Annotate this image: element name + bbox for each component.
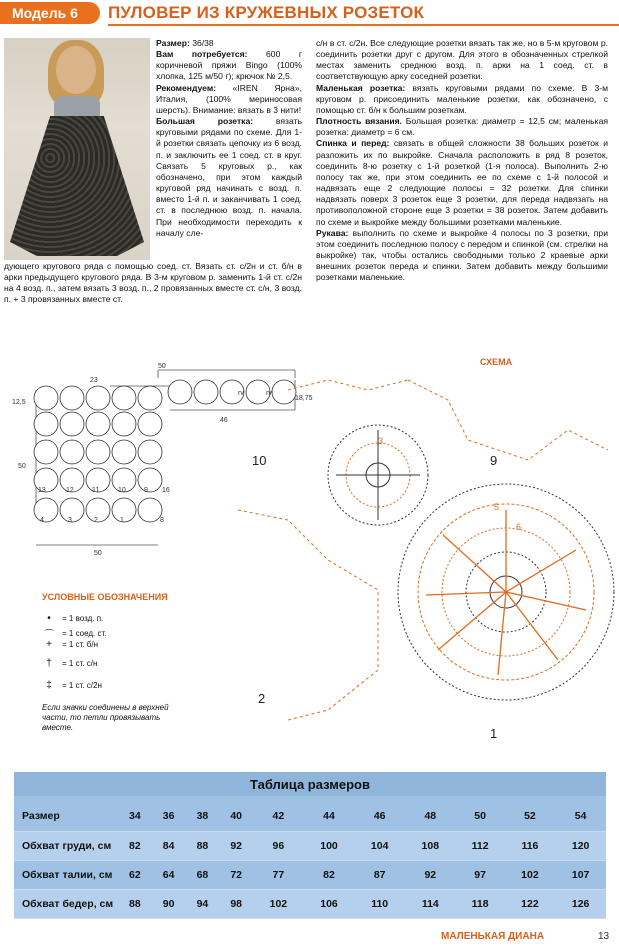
row-label: Обхват бедер, см (14, 889, 118, 918)
para-sleeves: Рукава: выполнить по схеме и выкройке 4 полосы по 3 розетки, при этом соединить последнюю полосу с передом и спинкой (см. стрелки на выкройке) так, чтобы остались свободными только 2 краевые арки внешних розеток переда и спинки. Затем добавить между большими розетками маленькие. (316, 227, 608, 283)
dim-left-top: 12,5 (12, 399, 26, 406)
para-gauge: Плотность вязания. Большая розетка: диаметр = 12,5 см; маленькая розетка: диаметр = 6 см. (316, 116, 608, 138)
table-cell: 114 (405, 889, 456, 918)
stitch-ray (506, 550, 576, 592)
rosette (138, 386, 162, 410)
stitch-ray (438, 592, 506, 650)
num-1: 1 (120, 517, 124, 524)
rosette (60, 498, 84, 522)
page-header (0, 0, 619, 26)
table-cell: 62 (118, 860, 152, 889)
table-cell: 87 (354, 860, 405, 889)
table-cell: 40 (219, 802, 253, 831)
table-cell: 50 (456, 802, 505, 831)
magazine-name: МАЛЕНЬКАЯ ДИАНА (441, 931, 545, 942)
schema-row-5: 5 (494, 502, 500, 512)
row-label: Обхват талии, см (14, 860, 118, 889)
crochet-schema (228, 370, 608, 750)
photo-face (56, 46, 96, 94)
instructions-col-a (156, 38, 302, 239)
num-12: 12 (66, 487, 74, 494)
table-cell: 108 (405, 831, 456, 860)
stitch-ray (498, 592, 506, 675)
rosette (138, 498, 162, 522)
rosette (86, 498, 110, 522)
table-cell: 44 (304, 802, 355, 831)
table-cell: 106 (304, 889, 355, 918)
table-cell: 104 (354, 831, 405, 860)
page-title: ПУЛОВЕР ИЗ КРУЖЕВНЫХ РОЗЕТОК (108, 3, 425, 22)
legend-item: ‡ = 1 ст. с/2н (42, 680, 102, 691)
table-cell: 77 (253, 860, 304, 889)
legend-title: УСЛОВНЫЕ ОБОЗНАЧЕНИЯ (42, 592, 168, 602)
table-cell: 48 (405, 802, 456, 831)
table-cell: 92 (219, 831, 253, 860)
table-cell: 97 (456, 860, 505, 889)
rosette (112, 386, 136, 410)
table-cell: 34 (118, 802, 152, 831)
photo-poncho (10, 116, 144, 256)
table-cell: 100 (304, 831, 355, 860)
rosette (138, 468, 162, 492)
table-cell: 88 (118, 889, 152, 918)
legend-note: Если значки соединены в верхней части, то петли провязывать вместе. (42, 703, 169, 732)
table-cell: 38 (186, 802, 220, 831)
legend-item: † = 1 ст. с/н (42, 658, 97, 669)
para-continue-b: с/н в ст. с/2н. Все следующие розетки вязать так же, но в 5-м круговом р. соединить розетки друг с другом. Для этого в обозначенных стрелкой местах заменить среднюю возд. п. арки на 1 соед. ст. в соответствующую арку соседней розетки. (316, 38, 608, 82)
dim-bottom: 50 (94, 550, 102, 557)
rosette (168, 380, 192, 404)
schema-num-2: 2 (258, 691, 266, 706)
table-cell: 82 (304, 860, 355, 889)
table-cell: 102 (505, 860, 556, 889)
chain-arcs (238, 380, 408, 720)
num-4: 4 (40, 517, 44, 524)
table-cell: 107 (555, 860, 606, 889)
dim-top: 50 (158, 363, 166, 370)
treble-crochet-icon: ‡ (46, 680, 52, 691)
table-cell: 92 (405, 860, 456, 889)
num-16: 16 (162, 487, 170, 494)
row-label: Обхват груди, см (14, 831, 118, 860)
chain-stitch-icon: • (47, 613, 51, 624)
rosette (86, 440, 110, 464)
num-9: 9 (144, 487, 148, 494)
rosette (138, 412, 162, 436)
rosette (112, 440, 136, 464)
instructions-wide (4, 261, 302, 306)
dim-left-mid: 50 (18, 463, 26, 470)
num-10: 10 (118, 487, 126, 494)
table-cell: 116 (505, 831, 556, 860)
single-crochet-icon: + (46, 639, 52, 650)
num-8: 8 (160, 517, 164, 524)
schema-num-1: 1 (490, 726, 498, 741)
header-rule (108, 24, 619, 26)
table-row (14, 802, 606, 831)
size-table-grid (14, 802, 606, 919)
rosette (60, 386, 84, 410)
table-cell: 96 (253, 831, 304, 860)
para-big-rosette: Большая розетка: вязать круговыми рядами по схеме. Для 1-й розетки связать цепочку из 6 возд. п. и заключить ее 1 соед. ст. в круг. Связать 5 круговых р., как обозначено, при этом каждый круговой ряд начинать с возд. п. вместо 1-й п. и заканчивать 1 соед. ст. в последнюю возд. п. начала. При необходимости переходить к началу сле- (156, 116, 302, 238)
table-cell: 52 (505, 802, 556, 831)
table-row (14, 860, 606, 889)
para-materials: Вам потребуется: 600 г коричневой пряжи Bingo (100% хлопка, 125 м/50 г); крючок № 2,5. (156, 49, 303, 82)
rv-1: rv (238, 390, 244, 397)
para-back-front: Спинка и перед: связать в общей сложности 38 больших розеток и разложить их по выкройке. Сначала расположить в ряд 8 розеток, соединить 8-ю розетку с 1-й розеткой (1-я полоса). Выполнить 2-ю полосу так же, при этом соединить ее по схеме с 1-й полосой и надвязать еще 2 следующие полосы = 32 розетки. Для спинки надвязать поверх 3 розеток еще 3 розетки, для переда надвязать на противоположной стороне еще 3 розетки = 38 розеток. Затем добавить по схеме и выкройке между большими розетками маленькие. (316, 138, 609, 227)
para-continued: дующего кругового ряда с помощью соед. ст. Вязать ст. с/2н и ст. б/н в арки предыдущего кругового ряда. В 3-м круговом р. заменить 1-й ст. с/2н на 4 возд. п., затем вязать 3 возд. п., 2 провязанных вместе ст. с/н, 3 возд. п. + 3 провязанных вместе ст. (4, 261, 302, 305)
rosette (34, 440, 58, 464)
schema-label: СХЕМА (480, 357, 513, 367)
table-cell: 68 (186, 860, 220, 889)
legend-item: + = 1 ст. б/н (42, 639, 98, 650)
table-cell: 118 (456, 889, 505, 918)
para-recommend: Рекомендуем: «IREN Ярна», Италия, (100% мериносовая шерсть). Внимание: вязать в 3 нити! (156, 82, 302, 115)
table-cell: 94 (186, 889, 220, 918)
slip-stitch-icon: ⌒ (44, 630, 54, 641)
double-crochet-icon: † (46, 658, 52, 669)
rosette (86, 386, 110, 410)
rosette (112, 498, 136, 522)
table-cell: 64 (152, 860, 186, 889)
table-cell: 120 (555, 831, 606, 860)
table-cell: 42 (253, 802, 304, 831)
dim-right: 18,75 (295, 395, 313, 402)
legend-item: ⌒ = 1 соед. ст. (42, 626, 107, 641)
table-cell: 82 (118, 831, 152, 860)
row-label: Размер (14, 802, 118, 831)
rv-2: rv (266, 390, 272, 397)
rosette (60, 412, 84, 436)
rosette (34, 412, 58, 436)
dim-inner-top: 23 (90, 377, 98, 384)
rosette (60, 440, 84, 464)
rosette (194, 380, 218, 404)
table-cell: 54 (555, 802, 606, 831)
rosette (86, 412, 110, 436)
rosette (34, 386, 58, 410)
table-cell: 110 (354, 889, 405, 918)
table-cell: 46 (354, 802, 405, 831)
table-cell: 88 (186, 831, 220, 860)
model-photo (4, 38, 150, 260)
stitch-ray (443, 535, 506, 592)
schema-row-6: 6 (516, 522, 522, 532)
chain-arcs-top (408, 380, 608, 460)
table-cell: 122 (505, 889, 556, 918)
table-cell: 90 (152, 889, 186, 918)
size-table (14, 772, 606, 918)
table-cell: 36 (152, 802, 186, 831)
table-cell: 84 (152, 831, 186, 860)
table-cell: 72 (219, 860, 253, 889)
table-cell: 126 (555, 889, 606, 918)
table-cell: 102 (253, 889, 304, 918)
dim-inner-mid: 46 (220, 417, 228, 424)
table-cell: 98 (219, 889, 253, 918)
table-cell: 112 (456, 831, 505, 860)
rosette (112, 412, 136, 436)
legend-item: • = 1 возд. п. (42, 613, 103, 624)
num-13: 13 (38, 487, 46, 494)
num-11: 11 (92, 487, 100, 494)
schema-num-10: 10 (252, 453, 267, 468)
size-table-title: Таблица размеров (14, 772, 606, 796)
para-small-rosette: Маленькая розетка: вязать круговыми рядами по схеме. В 3-м круговом р. присоединить маленькие розетки, как обозначено, с помощью ст. б/н к большим розеткам. (316, 82, 608, 115)
page-number: 13 (598, 931, 610, 942)
num-3: 3 (68, 517, 72, 524)
schema-num-9: 9 (490, 453, 498, 468)
table-row (14, 831, 606, 860)
rosette (138, 440, 162, 464)
model-badge: Модель 6 (0, 2, 100, 24)
schema-row-3: 3 (378, 436, 384, 446)
instructions-col-b (316, 38, 608, 283)
num-2: 2 (94, 517, 98, 524)
para-size: Размер: 36/38 (156, 38, 214, 48)
table-row (14, 889, 606, 918)
